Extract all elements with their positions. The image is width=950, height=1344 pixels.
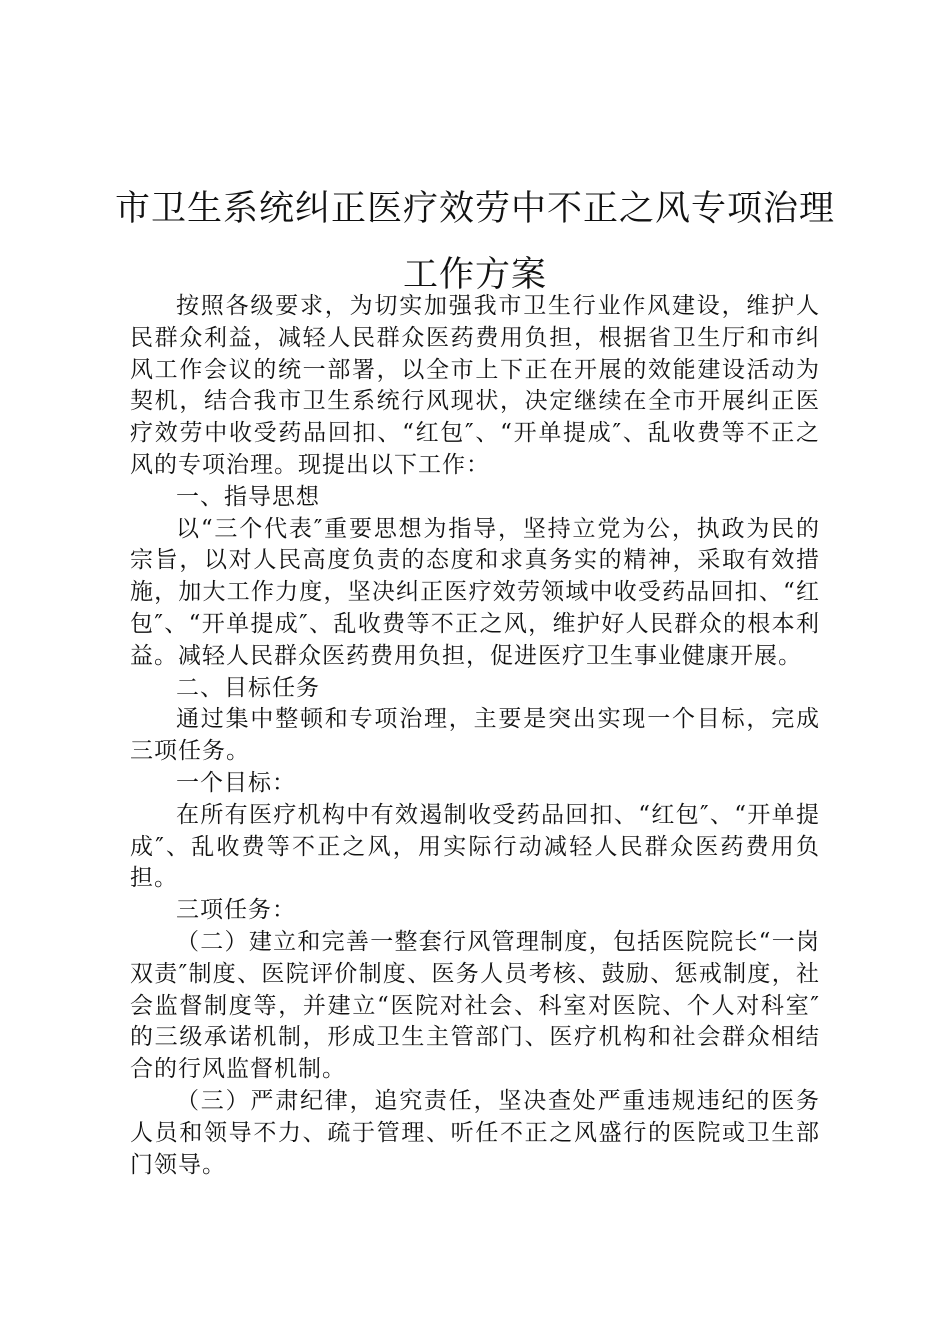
- paragraph-one-goal: 在所有医疗机构中有效遏制收受药品回扣、“红包″、“开单提成″、乱收费等不正之风，用实际行动减轻人民群众医药费用负担。: [130, 801, 820, 892]
- heading-one-goal: 一个目标：: [176, 769, 296, 796]
- paragraph-task-3: （三）严肃纪律，追究责任，坚决查处严重违规违纪的医务人员和领导不力、疏于管理、听任不正之风盛行的医院或卫生部门领导。: [130, 1087, 820, 1178]
- document-title-line-1: 市卫生系统纠正医疗效劳中不正之风专项治理: [114, 189, 835, 229]
- heading-three-tasks: 三项任务：: [176, 897, 296, 924]
- document-body: [130, 291, 820, 1181]
- document-title-line-2: 工作方案: [402, 255, 547, 295]
- paragraph-intro: 按照各级要求，为切实加强我市卫生行业作风建设，维护人民群众利益，减轻人民群众医药费用负担，根据省卫生厅和市纠风工作会议的统一部署，以全市上下正在开展的效能建设活动为契机，结合我市卫生系统行风现状，决定继续在全市开展纠正医疗效劳中收受药品回扣、“红包″、“开单提成″、乱收费等不正之风的专项治理。现提出以下工作：: [130, 293, 820, 478]
- paragraph-goals-tasks: 通过集中整顿和专项治理，主要是突出实现一个目标，完成三项任务。: [130, 706, 820, 765]
- heading-goals-tasks: 二、目标任务: [176, 674, 320, 701]
- paragraph-guiding-ideology: 以“三个代表″重要思想为指导，坚持立党为公，执政为民的宗旨，以对人民高度负责的态度和求真务实的精神，采取有效措施，加大工作力度，坚决纠正医疗效劳领域中收受药品回扣、“红包″、“开单提成″、乱收费等不正之风，维护好人民群众的根本利益。减轻人民群众医药费用负担，促进医疗卫生事业健康开展。: [130, 515, 820, 669]
- paragraph-task-2: （二）建立和完善一整套行风管理制度，包括医院院长“一岗双责″制度、医院评价制度、医务人员考核、鼓励、惩戒制度，社会监督制度等，并建立“医院对社会、科室对医院、个人对科室″的三级承诺机制，形成卫生主管部门、医疗机构和社会群众相结合的行风监督机制。: [130, 928, 820, 1083]
- heading-guiding-ideology: 一、指导思想: [176, 483, 320, 510]
